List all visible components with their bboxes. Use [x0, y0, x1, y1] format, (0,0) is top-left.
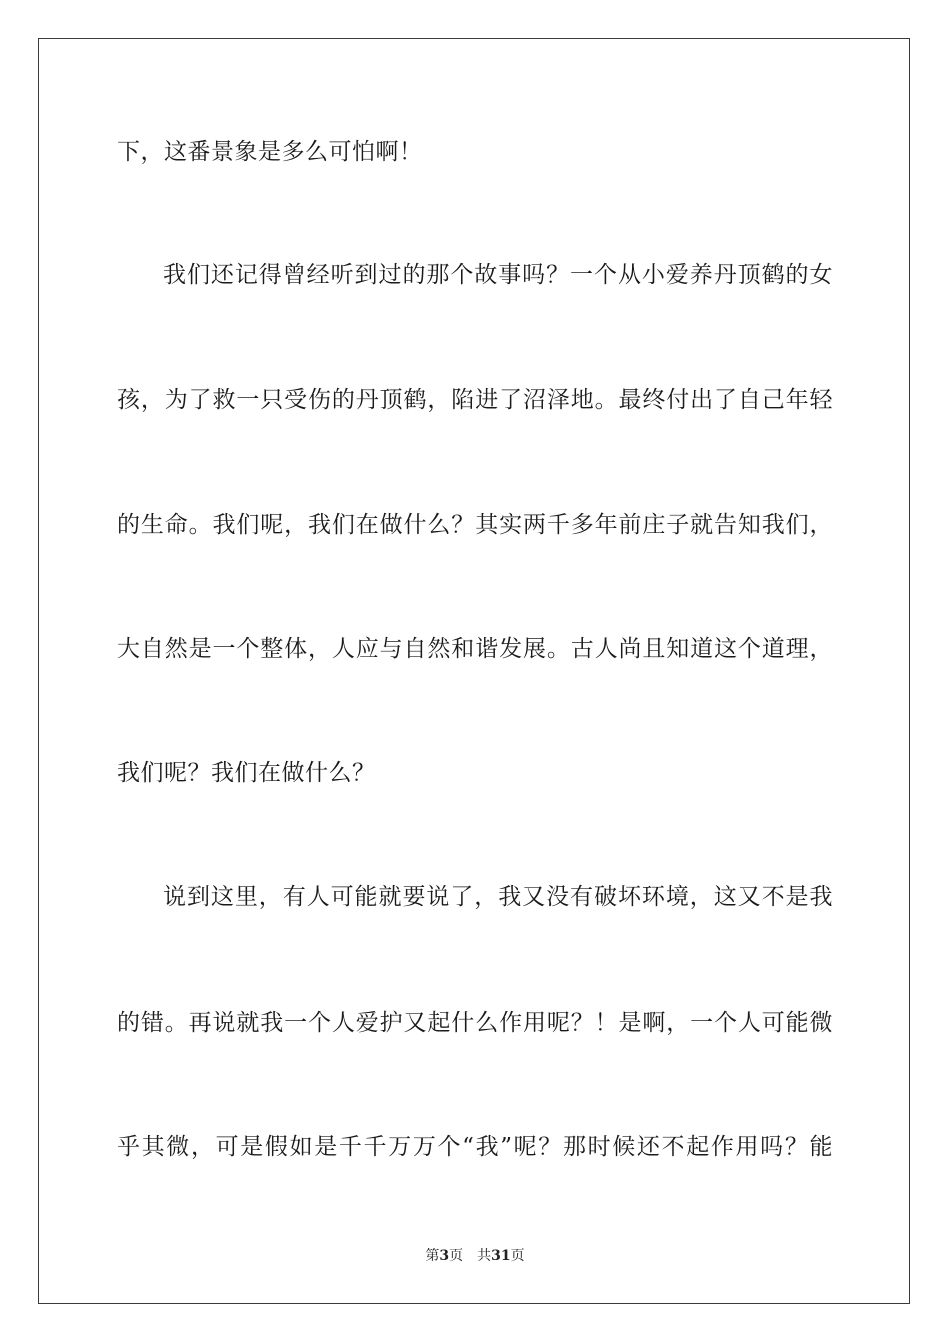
- footer-total-suffix: 页: [510, 1248, 525, 1264]
- text-line-2: 我们还记得曾经听到过的那个故事吗？一个从小爱养丹顶鹤的女: [163, 262, 833, 288]
- text-line-5: 大自然是一个整体，人应与自然和谐发展。古人尚且知道这个道理，: [117, 636, 833, 662]
- text-line-1: 下，这番景象是多么可怕啊！: [117, 139, 423, 165]
- text-line-8: 的错。再说就我一个人爱护又起什么作用呢？！是啊，一个人可能微: [117, 1010, 833, 1036]
- footer-page-number: 3: [439, 1248, 450, 1264]
- page-footer: [0, 1246, 950, 1266]
- text-line-9: 乎其微，可是假如是千千万万个“我”呢？那时候还不起作用吗？能: [117, 1134, 833, 1160]
- text-line-4: 的生命。我们呢，我们在做什么？其实两千多年前庄子就告知我们，: [117, 512, 833, 538]
- page-border: [38, 38, 910, 1304]
- footer-page-suffix: 页: [449, 1248, 464, 1264]
- text-line-7: 说到这里，有人可能就要说了，我又没有破坏环境，这又不是我: [163, 884, 833, 910]
- text-line-6: 我们呢？我们在做什么？: [117, 760, 376, 786]
- footer-total-pages: 31: [491, 1248, 511, 1264]
- footer-total-prefix: 共: [477, 1248, 492, 1264]
- text-line-3: 孩，为了救一只受伤的丹顶鹤，陷进了沼泽地。最终付出了自己年轻: [117, 387, 833, 413]
- footer-page-prefix: 第: [425, 1248, 440, 1264]
